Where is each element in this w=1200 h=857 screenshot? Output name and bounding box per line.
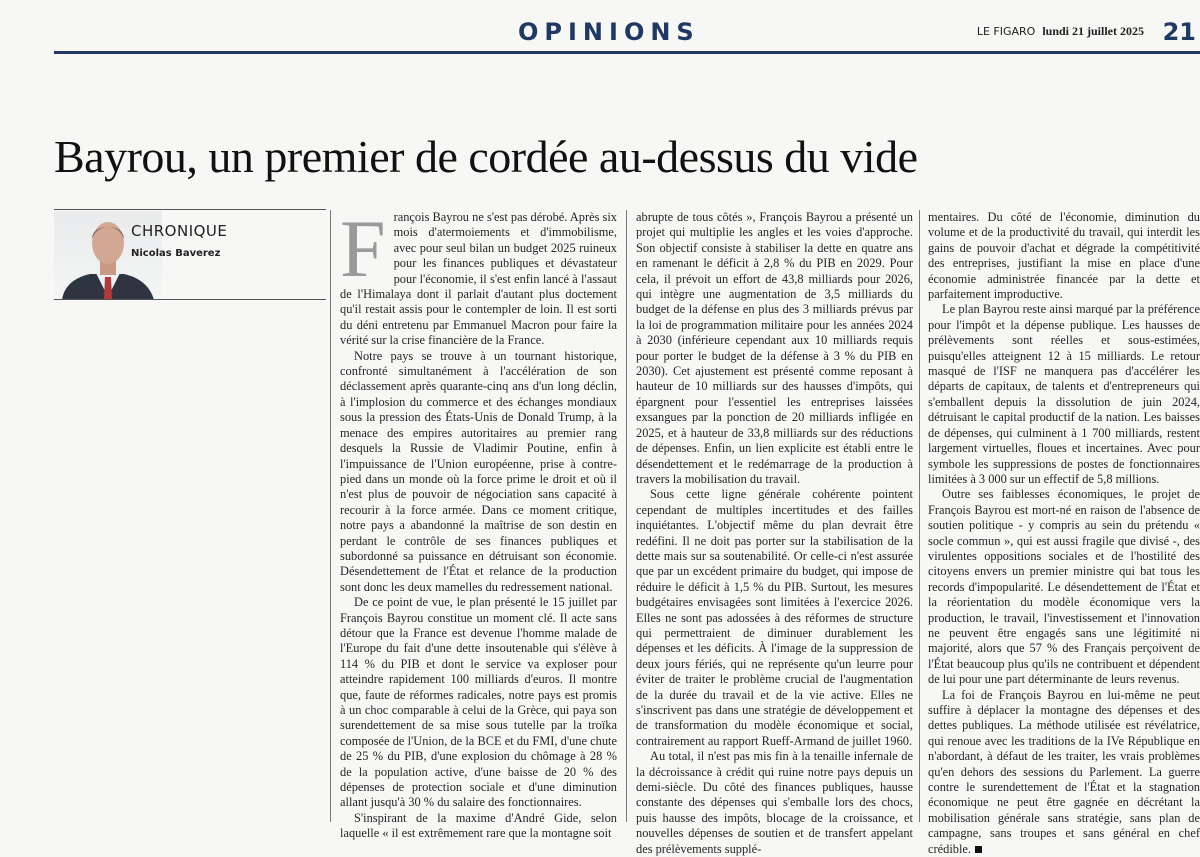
byline-rule (54, 299, 326, 300)
article-paragraph: Outre ses faiblesses économiques, le projet de François Bayrou est mort-né en raison de l'absence de soutien politique - y compris au sein du prétendu « socle commun », qui est aussi fragile que divisé -, des virulentes oppositions sociales et de l'hostilité des citoyens envers un premier ministre qui bat tous les records d'impopularité. Le désendettement de l'État et la réorientation du modèle économique vers la production, le travail, l'investissement et l'innovation ne peuvent être engagés sans une légitimité ni majorité, alors que 57 % des Français perçoivent de l'État beaucoup plus qu'ils ne contribuent et dépendent de lui pour une part déterminante de leurs revenus. (928, 487, 1200, 687)
article-paragraph: Le plan Bayrou reste ainsi marqué par la préférence pour l'impôt et la dépense publique. Les hausses de prélèvements sont réelles et sous-estimées, puisqu'elles atteignent 12 à 15 milliards. Le retour masqué de l'ISF ne manquera pas d'accélérer les départs de capitaux, de talents et d'entrepreneurs qui s'emballent depuis la dissolution de juin 2024, détruisant le capital productif de la nation. Les baisses de dépenses, qui culminent à 1 700 milliards, restent largement virtuelles, floues et incertaines. Avec pour symbole les suppressions de postes de fonctionnaires limitées à 3 000 sur un effectif de 5,8 millions. (928, 302, 1200, 486)
article-paragraph: S'inspirant de la maxime d'André Gide, selon laquelle « il est extrêmement rare que la montagne soit (340, 810, 617, 841)
article-column-1 (340, 203, 617, 841)
drop-cap: F (340, 203, 386, 294)
paper-name: LE FIGARO (976, 25, 1036, 38)
masthead (977, 24, 1144, 39)
rubric-label: CHRONIQUE (131, 222, 228, 240)
column-rule (919, 210, 920, 822)
header-rule (54, 51, 1200, 54)
article-paragraph: Au total, il n'est pas mis fin à la tenaille infernale de la décroissance à crédit qui ruine notre pays depuis un demi-siècle. Du côté des finances publiques, hausse constante des dépenses qui s'emballe lors des chocs, puis hausse des impôts, blocage de la croissance, et nouvelles dépenses de soutien et de transfert appelant des prélèvements supplé- (636, 749, 913, 856)
article-paragraph: La foi de François Bayrou en lui-même ne peut suffire à déplacer la montagne des dépenses et des dettes publiques. La méthode utilisée est révélatrice, qui renoue avec les traditions de la IVe République en n'abordant, à défaut de les traiter, les vrais problèmes qu'en dehors des sessions du Parlement. La guerre contre le surendettement de l'État et la stagnation économique ne peut être gagnée en décrétant la mobilisation générale sans stratégie, sans plan de campagne, sans troupes et sans général en chef crédible. (928, 687, 1200, 856)
article-paragraph: abrupte de tous côtés », François Bayrou a présenté un projet qui multiplie les angles et les voies d'approche. Son objectif consiste à stabiliser la dette en quatre ans en ramenant le déficit à 2,8 % du PIB en 2029. Pour cela, il prévoit un effort de 43,8 milliards pour 2026, qui intègre une augmentation de 3,5 milliards du budget de la défense en plus des 3 milliards prévus par la loi de programmation militaire pour les années 2024 à 2030 (inférieure cependant aux 10 milliards requis pour porter le budget de la défense à 3 % du PIB en 2030). Cet ajustement est présenté comme reposant à hauteur de 10 milliards sur des hausses d'impôts, qui épargnent pour l'essentiel les entreprises laissées exsangues par la ponction de 20 milliards infligée en 2025, et à hauteur de 33,8 milliards sur des réductions de dépenses. Enfin, un lien explicite est établi entre le désendettement et le redémarrage de la production à travers la mobilisation du travail. (636, 210, 913, 486)
column-rule (330, 210, 331, 822)
page-number: 21 (1162, 18, 1196, 46)
article-paragraph: Sous cette ligne générale cohérente pointent cependant de multiples incertitudes et des failles inquiétantes. L'objectif même du plan devrait être redéfini. Il ne doit pas porter sur la stabilisation de la dette mais sur sa soutenabilité. Or celle-ci n'est assurée que par un excédent primaire du budget, qui impose de réduire le déficit à 1,5 % du PIB. Surtout, les mesures budgétaires envisagées sont limitées à l'exercice 2026. Elles ne sont pas adossées à des réformes de structure qui permettraient de diminuer durablement les dépenses et les déficits. À l'image de la suppression de deux jours fériés, qui ne représente qu'un leurre pour éviter de traiter le problème crucial de l'augmentation de la durée du travail et de la vie active. Elles ne s'inscrivent pas dans une stratégie de développement et de transformation du modèle économique et social, contrairement au rapport Rueff-Armand de juillet 1960. (636, 487, 913, 748)
article-paragraph: Notre pays se trouve à un tournant historique, confronté simultanément à l'accélération de son déclassement après quarante-cinq ans d'un long déclin, à l'implosion du commerce et des échanges mondiaux sous la pression des États-Unis de Donald Trump, à la menace des empires autoritaires au premier rang desquels la Russie de Vladimir Poutine, enfin à l'impuissance de l'Union européenne, prise à contre-pied dans un monde où la force prime le droit et où il n'est plus de pouvoir de négociation sans capacité à recourir à la force armée. Dans ce moment critique, notre pays a abandonné la maîtrise de son destin en perdant le contrôle de ses finances publiques et subordonné sa puissance en détruisant son économie. Désendettement de l'État et relance de la production sont donc les deux mamelles du redressement national. (340, 348, 617, 594)
byline-box (54, 209, 326, 300)
headline: Bayrou, un premier de cordée au-dessus du vide (54, 131, 918, 182)
article-paragraph: François Bayrou ne s'est pas dérobé. Après six mois d'atermoiements et d'immobilisme, avec pour seul bilan un budget 2025 ruineux pour les finances publiques et dévastateur pour l'économie, il s'est enfin lancé à l'assaut de l'Himalaya dont il parlait d'autant plus doctement qu'il restait assis pour le contempler de loin. Il est sorti du déni entretenu par Emmanuel Macron pour faire la vérité sur la crise financière de la France. (340, 203, 617, 348)
article-column-3 (928, 210, 1200, 856)
end-of-article-mark (975, 846, 982, 853)
article-column-2 (636, 210, 913, 856)
column-rule (626, 210, 627, 822)
article-paragraph: De ce point de vue, le plan présenté le 15 juillet par François Bayrou constitue un moment clé. Il acte sans détour que la France est devenue l'homme malade de l'Europe du fait d'une dette insoutenable qui s'élève à 114 % du PIB et dont le service va exploser pour atteindre rapidement 100 milliards d'euros. Il montre que, faute de réformes radicales, notre pays est promis à un choc comparable à celui de la Grèce, qui paya son surendettement de sa mise sous tutelle par la troïka composée de l'Union, de la BCE et du FMI, d'une chute de 25 % du PIB, d'une explosion du chômage à 28 % de la population active, d'une baisse de 20 % des dépenses de protection sociale et d'une diminution allant jusqu'à 30 % du salaire des fonctionnaires. (340, 595, 617, 810)
issue-date: lundi 21 juillet 2025 (1042, 24, 1144, 38)
section-title: OPINIONS (518, 18, 700, 46)
article-paragraph: mentaires. Du côté de l'économie, diminution du volume et de la productivité du travail, qui interdit les gains de pouvoir d'achat et dégrade la compétitivité des entreprises, justifiant la mise en place d'une économie administrée financée par la dette et parfaitement improductive. (928, 210, 1200, 302)
author-name: Nicolas Baverez (131, 248, 221, 259)
